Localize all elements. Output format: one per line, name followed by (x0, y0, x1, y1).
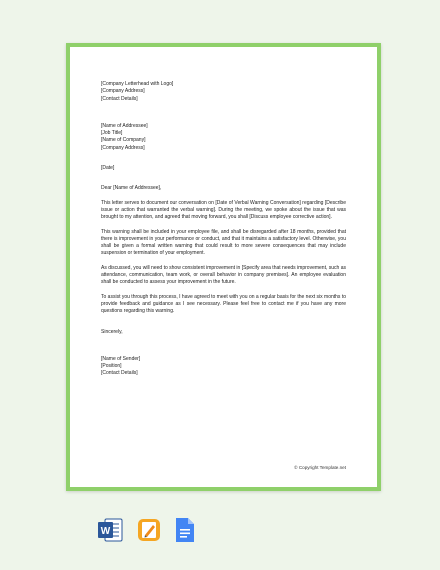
sender-contact: [Contact Details] (101, 370, 138, 377)
letter-date: [Date] (101, 165, 115, 172)
document-preview (66, 43, 381, 491)
format-icons (96, 515, 196, 545)
paragraph-3: As discussed, you will need to show consistent improvement in [Specify area that needs improvement, such as attendance, communication, team work, or overall behavior in company premises]. An employee evaluation shall be conducted to assess your improvement in the future. (101, 264, 346, 286)
company-address-line: [Company Address] (101, 88, 145, 95)
sender-position: [Position] (101, 363, 122, 370)
letterhead-line: [Company Letterhead with Logo] (101, 81, 174, 87)
paragraph-4: To assist you through this process, I have agreed to meet with you on a regular basis for the next six months to provide feedback and guidance as I see necessary. Please feel free to contact me if you have any more questions regarding this warning. (101, 293, 346, 315)
paragraph-2: This warning shall be included in your employee file, and shall be disregarded after 18 months, provided that there is improvement in your performance or conduct, and that it maintains a satisfactory level. Otherwise, you shall be given a formal written warning that could result to more severe consequences that may include suspension or termination of your employment. (101, 228, 346, 257)
closing: Sincerely, (101, 328, 123, 335)
sender-name: [Name of Sender] (101, 355, 141, 362)
signature-block (101, 356, 346, 378)
addressee-name: [Name of Addressee] (101, 122, 148, 129)
word-icon[interactable] (96, 516, 124, 544)
addressee-address: [Company Address] (101, 144, 145, 151)
letter-body (101, 81, 346, 378)
addressee-block (101, 123, 346, 152)
salutation: Dear [Name of Addressee], (101, 185, 162, 192)
copyright-text: © Copyright Template.net (294, 465, 346, 470)
svg-text:W: W (100, 526, 111, 537)
paragraph-1: This letter serves to document our conversation on [Date of Verbal Warning Conversation] regarding [Describe issue or action that warranted the verbal warning]. During the meeting, we spoke about the issue that was brought to my attention, and agreed that moving forward, you shall [Discuss employee corrective action]. (101, 199, 346, 221)
addressee-title: [Job Title] (101, 130, 123, 137)
google-docs-icon[interactable] (174, 516, 196, 544)
addressee-company: [Name of Company] (101, 137, 146, 144)
sender-header (101, 81, 346, 103)
contact-details-line: [Contact Details] (101, 95, 138, 102)
pages-icon[interactable] (135, 516, 163, 544)
